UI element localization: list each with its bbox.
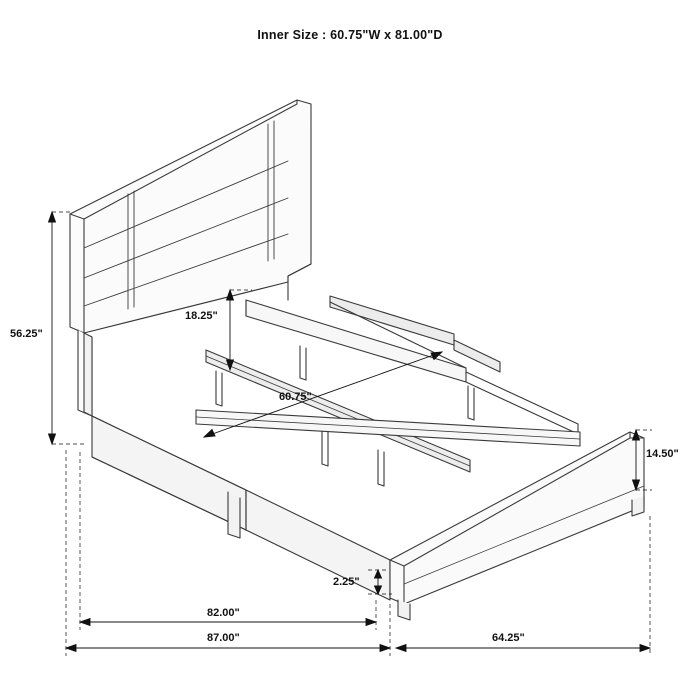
dim-label-frame-depth: 82.00" <box>207 607 240 619</box>
dim-label-headboard-clearance: 18.25" <box>185 310 218 322</box>
dim-label-overall-width: 64.25" <box>492 632 525 644</box>
footboard <box>390 432 644 620</box>
dim-label-inner-width: 60.75" <box>279 391 312 403</box>
dim-overall-depth <box>66 645 390 652</box>
headboard <box>70 100 311 416</box>
dim-frame-depth <box>80 619 376 626</box>
dim-label-headboard-height: 56.25" <box>10 328 43 340</box>
dim-label-footboard-height: 14.50" <box>646 448 679 460</box>
dim-label-overall-depth: 87.00" <box>207 632 240 644</box>
page-title: Inner Size : 60.75"W x 81.00"D <box>257 28 443 42</box>
dim-overall-width <box>396 645 650 652</box>
dim-label-floor-clearance: 2.25" <box>333 576 360 588</box>
